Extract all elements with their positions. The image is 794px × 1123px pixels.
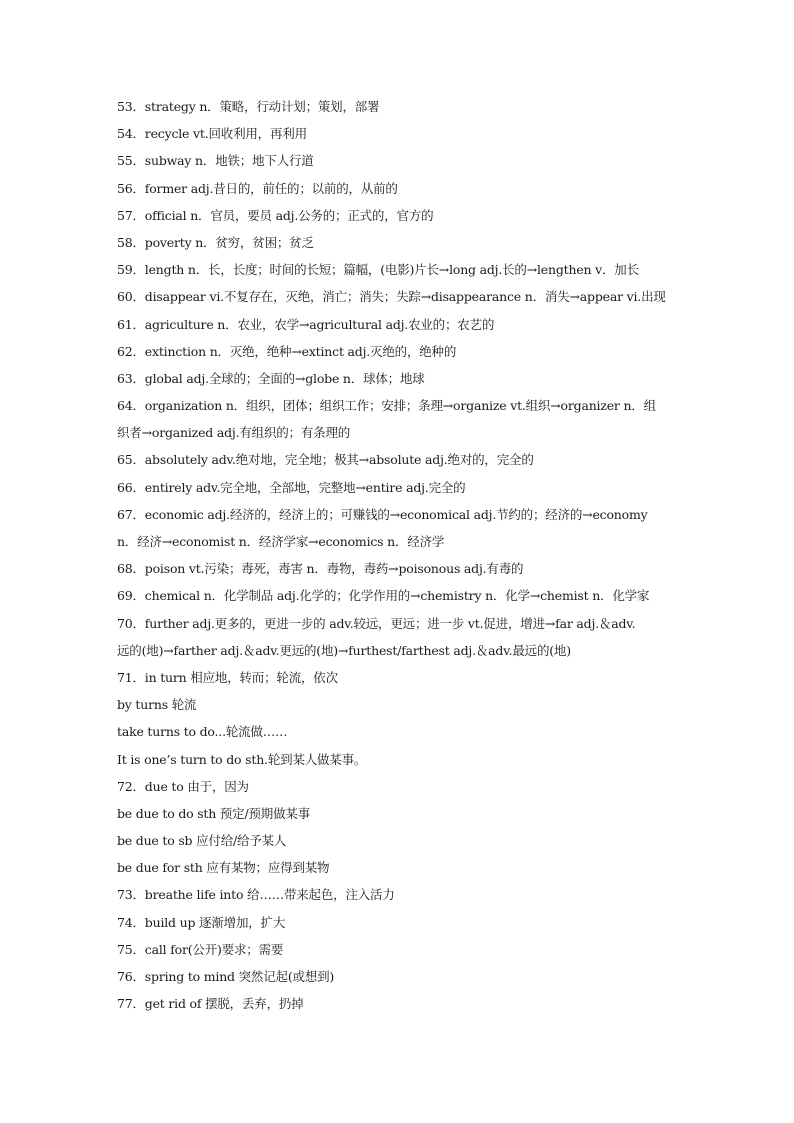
vocab-line: 65．absolutely adv.绝对地，完全地；极其→absolute adj.绝对的，完全的 (117, 452, 534, 468)
vocab-line: 77．get rid of 摆脱，丢弃，扔掉 (117, 996, 304, 1012)
vocab-line: 61．agriculture n．农业，农学→agricultural adj.农业的；农艺的 (117, 316, 495, 332)
vocab-line: 60．disappear vi.不复存在，灭绝，消亡；消失；失踪→disappearance n．消失→appear vi.出现 (117, 289, 666, 305)
vocab-line: It is one’s turn to do sth.轮到某人做某事。 (117, 751, 367, 767)
vocab-line: 远的(地)→farther adj.＆adv.更远的(地)→furthest/farthest adj.＆adv.最远的(地) (117, 642, 571, 658)
vocab-line: 59．length n．长，长度；时间的长短；篇幅，(电影)片长→long adj.长的→lengthen v．加长 (117, 262, 639, 278)
vocab-line: 54．recycle vt.回收利用，再利用 (117, 126, 307, 142)
vocab-line: 53．strategy n．策略，行动计划；策划，部署 (117, 99, 380, 114)
vocab-line: 织者→organized adj.有组织的；有条理的 (117, 425, 351, 441)
vocab-line: 55．subway n．地铁；地下人行道 (117, 153, 314, 169)
vocabulary-list (117, 93, 679, 1017)
vocab-line: 62．extinction n．灭绝，绝种→extinct adj.灭绝的，绝种的 (117, 343, 457, 359)
vocab-line: 75．call for(公开)要求；需要 (117, 941, 284, 957)
vocab-line: be due for sth 应有某物；应得到某物 (117, 860, 330, 876)
vocab-line: be due to do sth 预定/预期做某事 (117, 805, 310, 821)
vocab-line: 57．official n．官员，要员 adj.公务的；正式的，官方的 (117, 207, 434, 223)
vocab-line: 73．breathe life into 给……带来起色，注入活力 (117, 887, 395, 903)
vocab-line: 74．build up 逐渐增加，扩大 (117, 914, 286, 930)
vocab-line: 63．global adj.全球的；全面的→globe n．球体；地球 (117, 370, 425, 386)
vocab-line: 70．further adj.更多的，更进一步的 adv.较远，更远；进一步 vt.促进，增进→far adj.＆adv. (117, 615, 636, 631)
vocab-line: n．经济→economist n．经济学家→economics n．经济学 (117, 534, 445, 549)
vocab-line: take turns to do...轮流做…… (117, 724, 288, 740)
vocab-line: 68．poison vt.污染；毒死，毒害 n．毒物，毒药→poisonous adj.有毒的 (117, 561, 524, 577)
vocab-line: 71．in turn 相应地，转而；轮流，依次 (117, 669, 338, 685)
vocab-line: 64．organization n．组织，团体；组织工作；安排；条理→organize vt.组织→organizer n．组 (117, 398, 656, 414)
vocab-line: 76．spring to mind 突然记起(或想到) (117, 969, 335, 984)
vocab-line: be due to sb 应付给/给予某人 (117, 833, 287, 849)
vocab-line: by turns 轮流 (117, 697, 197, 713)
vocab-line: 72．due to 由于，因为 (117, 778, 249, 794)
vocab-line: 67．economic adj.经济的，经济上的；可赚钱的→economical adj.节约的；经济的→economy (117, 506, 648, 522)
vocab-line: 58．poverty n．贫穷，贫困；贫乏 (117, 234, 314, 250)
vocab-line: 56．former adj.昔日的，前任的；以前的，从前的 (117, 180, 398, 196)
vocab-line: 69．chemical n．化学制品 adj.化学的；化学作用的→chemistry n．化学→chemist n．化学家 (117, 588, 650, 604)
vocab-line: 66．entirely adv.完全地，全部地，完整地→entire adj.完全的 (117, 479, 466, 495)
